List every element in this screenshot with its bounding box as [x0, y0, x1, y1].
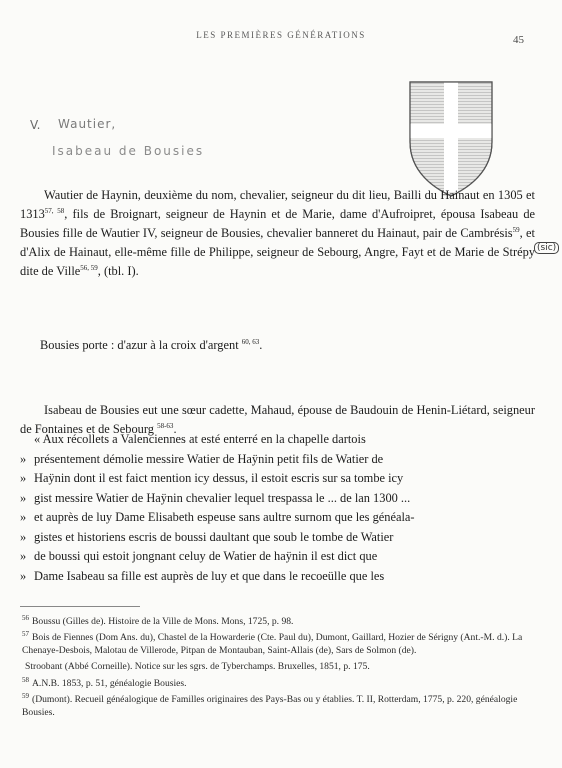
section-number: V.: [30, 118, 41, 132]
section-heading-name: Wautier,: [58, 117, 117, 131]
footnote-58: $^{58}$ A.N.B. 1853, p. 51, généalogie Bousies.: [22, 675, 187, 689]
footnotes: [22, 612, 540, 719]
section-heading-spouse: Isabeau de Bousies: [52, 144, 205, 158]
paragraph-3-ref: 58-63: [157, 421, 174, 430]
paragraph-1-ref: 59: [512, 225, 520, 234]
quote-line-8: » Dame Isabeau sa fille est auprès de luy et que dans le recoeülle que les: [20, 568, 385, 583]
paragraph-1-text: Wautier de Haynin, deuxième du nom, chevalier, seigneur du dit lieu, Bailli du Hainaut en 1305 et 1313$^{57, 58}$, fils de Broignart, seigneur de Haynin et de Marie, dame d'Aufroipret, épousa Isabeau de Bousies fille de Wautier IV, seigneur de Bousies, chevalier banneret du Hainaut, pair de Cambrésis$^{59}$, et d'Alix de Hainaut, elle-même fille de Philippe, seigneur de Sebourg, Angre, Fayt et de Marie de Strépy dite de Ville$^{56, 59}$, (tbl. I).: [20, 188, 536, 278]
paragraph-3-text: Isabeau de Bousies eut une sœur cadette, Mahaud, épouse de Baudouin de Henin-Liétard, seigneur de Fontaines et de Sebourg: [20, 403, 535, 436]
quote-line-4: » gist messire Watier de Haÿnin chevalier lequel trespassa le ... de lan 1300 ...: [20, 490, 411, 505]
quote-block: [20, 430, 535, 586]
footnote-divider: [20, 606, 140, 607]
margin-annotation: (sic): [534, 242, 559, 254]
quote-line-5: » et auprès de luy Dame Elisabeth espeuse sans aultre surnom que les généala-: [20, 510, 415, 524]
quote-line-3: » Haÿnin dont il est faict mention icy dessus, il estoit escris sur sa tombe icy: [20, 471, 404, 485]
paragraph-1-ref: 56, 59: [80, 263, 98, 272]
paragraph-1-ref: 57, 58: [44, 206, 65, 215]
paragraph-2-ref: 60, 63: [241, 337, 260, 346]
coat-of-arms-shield-icon: [408, 80, 494, 198]
quote-line-6: » gistes et historiens escris de boussi daultant que soub le tombe de Watier: [20, 529, 394, 544]
footnote-57-cont: Stroobant (Abbé Corneille). Notice sur les sgrs. de Tyberchamps. Bruxelles, 1851, p. 175.: [25, 661, 370, 673]
paragraph-1: [20, 186, 535, 281]
paragraph-3: Isabeau de Bousies eut une sœur cadette, Mahaud, épouse de Baudouin de Henin-Liétard, seigneur de Fontaines et de Sebourg $^{58-63}$.: [20, 403, 535, 436]
footnote-57: $^{57}$ Bois de Fiennes (Dom Ans. du), Chastel de la Howarderie (Cte. Paul du), Dumont, Gaillard, Hozier de Sérigny (Ant.-M. d.). La Chenaye-Desbois, Malotau de Villerode, Pitpan de Montauban, Saint-Allais (de), Sars de Solmon (de).: [22, 630, 523, 657]
quote-line-2: » présentement démolie messire Watier de Haÿnin petit fils de Watier de: [20, 451, 384, 466]
paragraph-2: Bousies porte : d'azur à la croix d'argent $^{60, 63}$.: [40, 337, 263, 352]
running-title: LES PREMIÈRES GÉNÉRATIONS: [196, 30, 366, 40]
paragraph-2-text: Bousies porte : d'azur à la croix d'argent: [40, 338, 239, 352]
footnote-56: $^{56}$ Boussu (Gilles de). Histoire de la Ville de Mons. Mons, 1725, p. 98.: [22, 614, 294, 628]
quote-line-7: » de boussi qui estoit jongnant celuy de Watier de haÿnin il est dict que: [20, 549, 378, 563]
quote-line-1: « Aux récollets a Valenciennes at esté enterré en la chapelle dartois: [34, 432, 366, 446]
page-number: 45: [513, 34, 524, 46]
footnote-59: $^{59}$ (Dumont). Recueil généalogique de Familles originaires des Pays-Bas ou y établies. T. II, Rotterdam, 1775, p. 220, généalogie Bousies.: [22, 691, 518, 718]
